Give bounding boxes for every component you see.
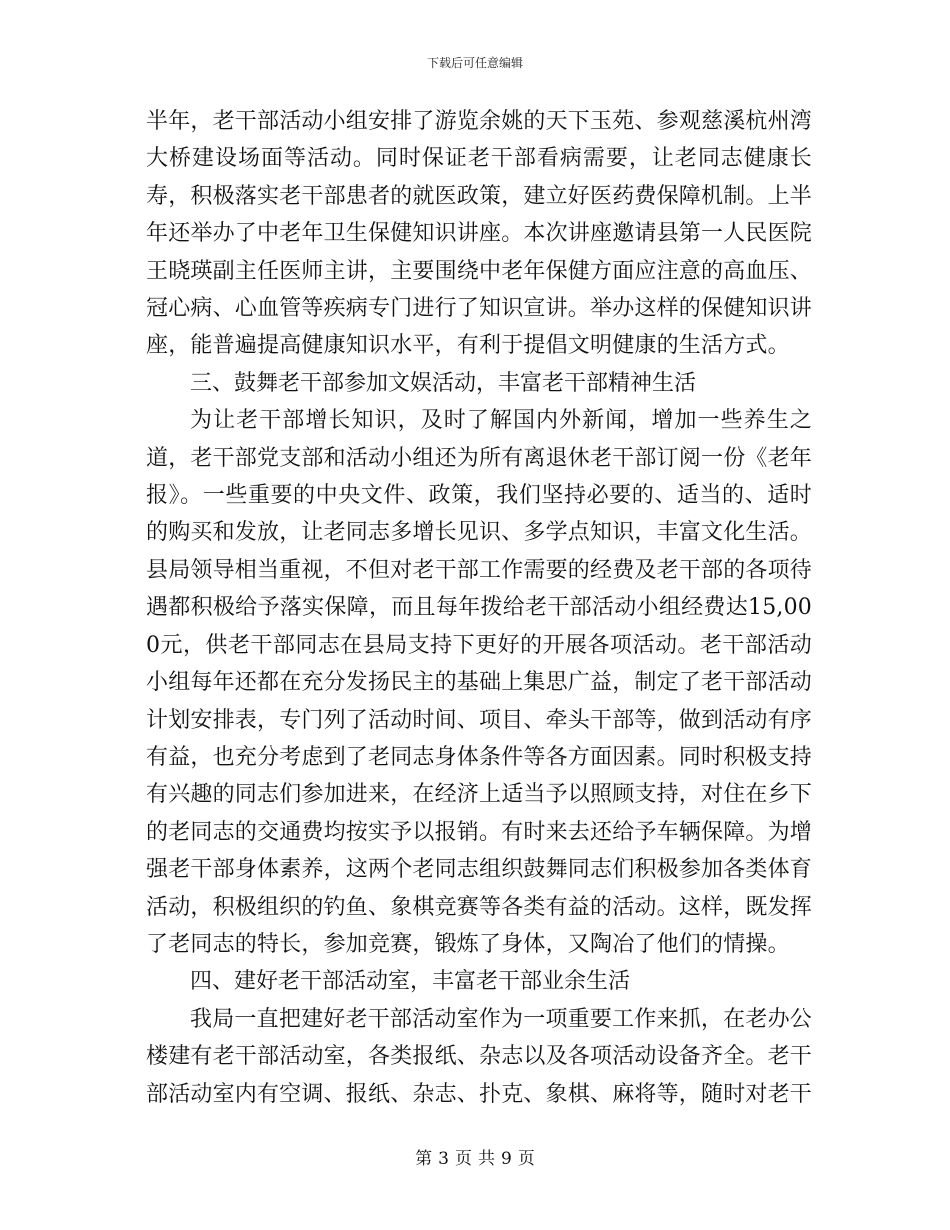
paragraph-continued: 半年，老干部活动小组安排了游览余姚的天下玉苑、参观慈溪杭州湾大桥建设场面等活动。同时保证老干部看病需要，让老同志健康长寿，积极落实老干部患者的就医政策，建立好医药费保障机制。上半年还举办了中老年卫生保健知识讲座。本次讲座邀请县第一人民医院王晓瑛副主任医师主讲，主要围绕中老年保健方面应注意的高血压、冠心病、心血管等疾病专门进行了知识宣讲。举办这样的保健知识讲座，能普遍提高健康知识水平，有利于提倡文明健康的生活方式。 [146,109,813,359]
footer-ye: 页 [455,1149,472,1169]
section-heading-3: 三、鼓舞老干部参加文娱活动，丰富老干部精神生活 [190,370,697,396]
page-footer [0,1144,950,1169]
footer-gong: 共 [478,1149,495,1169]
footer-di: 第 [415,1149,433,1169]
section-heading-4: 四、建好老干部活动室，丰富老干部业余生活 [190,969,631,995]
footer-total-pages: 9 [501,1149,512,1169]
footer-current-page: 3 [438,1149,449,1169]
paragraph-section-4: 我局一直把建好老干部活动室作为一项重要工作来抓，在老办公楼建有老干部活动室，各类报纸、杂志以及各项活动设备齐全。老干部活动室内有空调、报纸、杂志、扑克、象棋、麻将等，随时对老干 [146,1006,813,1107]
paragraph-section-3: 为让老干部增长知识，及时了解国内外新闻，增加一些养生之道，老干部党支部和活动小组还为所有离退休老干部订阅一份《老年报》。一些重要的中央文件、政策，我们坚持必要的、适当的、适时的购买和发放，让老同志多增长见识、多学点知识，丰富文化生活。县局领导相当重视，不但对老干部工作需要的经费及老干部的各项待遇都积极给予落实保障，而且每年拨给老干部活动小组经费达15,000元，供老干部同志在县局支持下更好的开展各项活动。老干部活动小组每年还都在充分发扬民主的基础上集思广益，制定了老干部活动计划安排表，专门列了活动时间、项目、牵头干部等，做到活动有序有益，也充分考虑到了老同志身体条件等各方面因素。同时积极支持有兴趣的同志们参加进来，在经济上适当予以照顾支持，对住在乡下的老同志的交通费均按实予以报销。有时来去还给予车辆保障。为增强老干部身体素养，这两个老同志组织鼓舞同志们积极参加各类体育活动，积极组织的钓鱼、象棋竞赛等各类有益的活动。这样，既发挥了老同志的特长，参加竞赛，锻炼了身体，又陶冶了他们的情操。 [146,408,813,957]
body-text [146,103,812,1113]
header-note: 下载后可任意编辑 [426,56,523,70]
footer-ye-end: 页 [517,1149,535,1169]
